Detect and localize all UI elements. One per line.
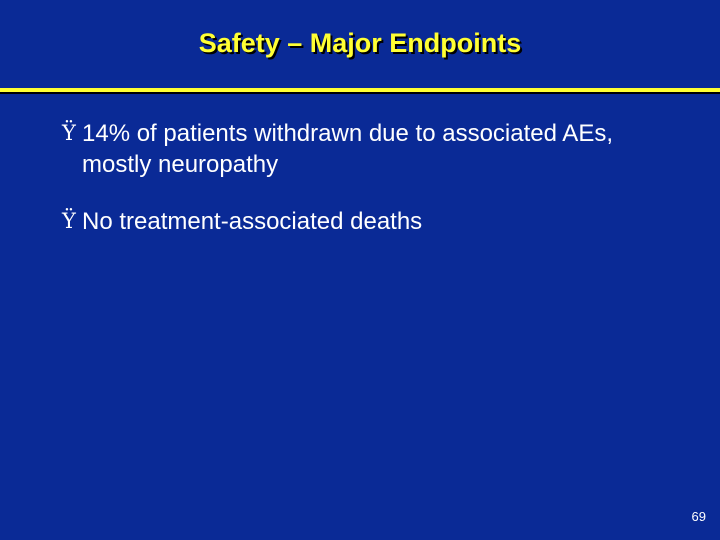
bullet-item bbox=[62, 118, 682, 180]
slide-title: Safety – Major Endpoints bbox=[198, 28, 522, 58]
bullet-glyph: Ÿ bbox=[62, 121, 76, 145]
bullet-text: 14% of patients withdrawn due to associated AEs, mostly neuropathy bbox=[82, 120, 613, 178]
bullet-item bbox=[62, 206, 682, 237]
bullet-list bbox=[62, 118, 682, 263]
page-number: 69 bbox=[691, 509, 706, 524]
bullet-glyph: Ÿ bbox=[62, 209, 76, 233]
title-divider bbox=[0, 88, 720, 92]
bullet-text: No treatment-associated deaths bbox=[82, 208, 423, 235]
